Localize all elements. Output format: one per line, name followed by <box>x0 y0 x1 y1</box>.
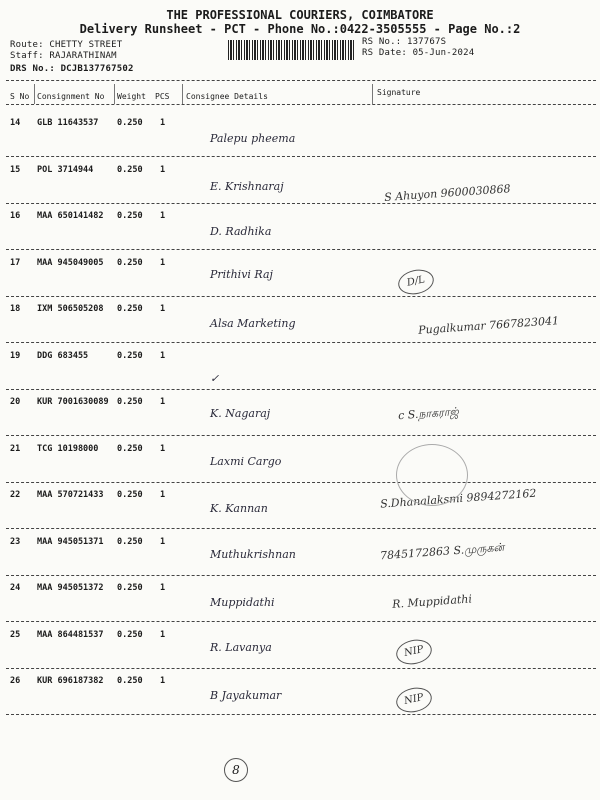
row-weight: 0.250 <box>117 397 143 407</box>
row-sno: 17 <box>10 257 21 268</box>
row-pcs: 1 <box>160 676 166 686</box>
rs-number: RS No.: 137767S <box>362 37 447 47</box>
row-consignee: Muthukrishnan <box>210 548 296 561</box>
row-signature-stamp: D/L <box>396 267 436 298</box>
row-signature: 7845172863 S.முருகன் <box>379 540 505 563</box>
row-consignment: MAA 945051371 <box>37 536 104 547</box>
row-weight: 0.250 <box>117 490 143 500</box>
row-separator <box>6 621 596 622</box>
row-separator <box>6 249 596 250</box>
header-rule-top <box>6 80 596 81</box>
row-sno: 23 <box>10 536 21 547</box>
row-consignee: Alsa Marketing <box>210 317 296 330</box>
row-consignee: Muppidathi <box>210 596 275 609</box>
row-signature: S.Dhanalaksmi 9894272162 <box>379 486 537 511</box>
col-sno: S No <box>10 92 30 101</box>
row-signature-stamp: NIP <box>394 685 434 716</box>
row-pcs: 1 <box>160 583 166 593</box>
row-signature: Pugalkumar 7667823041 <box>417 314 560 337</box>
row-consignment: TCG 10198000 <box>37 443 99 454</box>
col-consignment: Consignment No <box>37 92 105 101</box>
row-consignee: K. Nagaraj <box>210 407 271 420</box>
row-separator <box>6 575 596 576</box>
row-separator <box>6 156 596 157</box>
row-consignee: R. Lavanya <box>210 641 272 654</box>
row-consignment: KUR 7001630089 <box>37 397 109 407</box>
row-weight: 0.250 <box>117 304 143 314</box>
row-sno: 21 <box>10 443 21 454</box>
row-pcs: 1 <box>160 629 166 640</box>
row-sno: 19 <box>10 350 21 361</box>
row-consignee: ✓ <box>210 372 220 385</box>
rs-date: RS Date: 05-Jun-2024 <box>362 48 475 58</box>
row-separator <box>6 296 596 297</box>
row-consignment: MAA 864481537 <box>37 629 104 640</box>
row-sno: 24 <box>10 583 21 593</box>
barcode <box>228 40 356 60</box>
col-weight: Weight <box>117 92 146 101</box>
row-pcs: 1 <box>160 350 166 361</box>
row-sno: 20 <box>10 397 21 407</box>
row-sno: 16 <box>10 211 21 221</box>
row-signature: R. Muppidathi <box>391 592 473 611</box>
row-sno: 14 <box>10 118 21 128</box>
row-signature: S Ahuyon 9600030868 <box>383 182 511 204</box>
row-separator <box>6 435 596 436</box>
row-consignee: K. Kannan <box>210 502 268 515</box>
col-consignee: Consignee Details <box>186 92 268 101</box>
row-pcs: 1 <box>160 443 166 454</box>
row-sno: 26 <box>10 676 21 686</box>
row-weight: 0.250 <box>117 583 143 593</box>
row-weight: 0.250 <box>117 350 143 361</box>
row-pcs: 1 <box>160 257 166 268</box>
row-consignment: MAA 945049005 <box>37 257 104 268</box>
row-separator <box>6 342 596 343</box>
col-pcs: PCS <box>155 92 170 101</box>
row-separator <box>6 668 596 669</box>
row-consignment: IXM 506505208 <box>37 304 104 314</box>
row-consignee: E. Krishnaraj <box>210 180 284 193</box>
row-separator <box>6 482 596 483</box>
row-separator <box>6 714 596 715</box>
row-pcs: 1 <box>160 536 166 547</box>
row-pcs: 1 <box>160 304 166 314</box>
row-consignment: MAA 945051372 <box>37 583 104 593</box>
row-consignee: Palepu pheema <box>210 132 296 145</box>
col-signature: Signature <box>377 88 421 97</box>
row-consignee: Laxmi Cargo <box>210 455 282 468</box>
row-pcs: 1 <box>160 397 166 407</box>
row-consignment: GLB 11643537 <box>37 118 99 128</box>
row-sno: 18 <box>10 304 21 314</box>
row-consignment: POL 3714944 <box>37 164 94 175</box>
row-weight: 0.250 <box>117 443 143 454</box>
row-separator <box>6 528 596 529</box>
row-weight: 0.250 <box>117 118 143 128</box>
row-consignment: DDG 683455 <box>37 350 89 361</box>
row-sno: 15 <box>10 164 21 175</box>
row-weight: 0.250 <box>117 536 143 547</box>
row-separator <box>6 389 596 390</box>
row-weight: 0.250 <box>117 211 143 221</box>
row-consignment: MAA 650141482 <box>37 211 104 221</box>
row-consignee: Prithivi Raj <box>210 268 273 281</box>
row-weight: 0.250 <box>117 676 143 686</box>
document-subtitle: Delivery Runsheet - PCT - Phone No.:0422-3505555 - Page No.:2 <box>79 22 521 36</box>
row-consignee: D. Radhika <box>210 225 272 238</box>
drs-number: DRS No.: DCJB137767502 <box>10 64 134 74</box>
row-pcs: 1 <box>160 490 166 500</box>
row-weight: 0.250 <box>117 164 143 175</box>
staff-text: Staff: RAJARATHINAM <box>10 51 117 61</box>
row-signature: c S.நாகராஜ் <box>397 405 460 423</box>
row-separator <box>6 203 596 204</box>
office-stamp <box>396 444 468 506</box>
row-pcs: 1 <box>160 211 166 221</box>
row-consignment: MAA 570721433 <box>37 490 104 500</box>
row-sno: 25 <box>10 629 21 640</box>
row-pcs: 1 <box>160 164 166 175</box>
route-text: Route: CHETTY STREET <box>10 40 123 50</box>
row-consignee: B Jayakumar <box>210 689 282 702</box>
row-sno: 22 <box>10 490 21 500</box>
page-circle-mark: 8 <box>224 758 248 782</box>
row-pcs: 1 <box>160 118 166 128</box>
row-weight: 0.250 <box>117 257 143 268</box>
header-rule-bottom <box>6 104 596 105</box>
row-consignment: KUR 696187382 <box>37 676 104 686</box>
document-title: THE PROFESSIONAL COURIERS, COIMBATORE <box>166 8 434 22</box>
row-signature-stamp: NIP <box>394 637 434 668</box>
row-weight: 0.250 <box>117 629 143 640</box>
